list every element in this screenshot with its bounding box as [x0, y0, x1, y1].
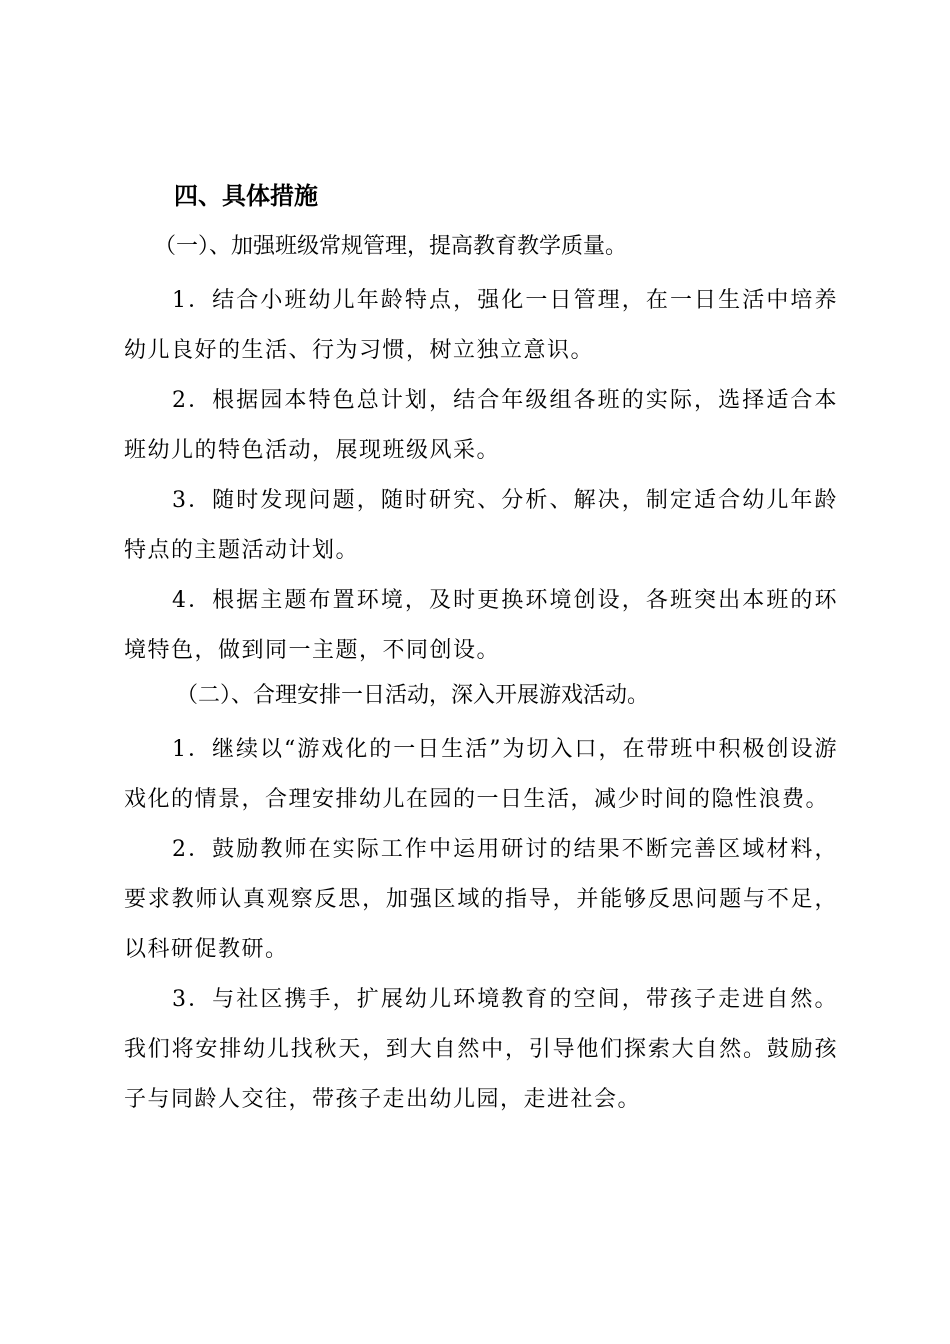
paragraph-1-1: 1．结合小班幼儿年龄特点，强化一日管理，在一日生活中培养幼儿良好的生活、行为习惯，树立独立意识。 — [124, 288, 838, 363]
subsection-title-2: （二）、合理安排一日活动，深入开展游戏活动。 — [176, 683, 650, 708]
section-heading: 四、具体措施 — [174, 182, 318, 210]
subsection-title-1: （一）、加强班级常规管理，提高教育教学质量。 — [154, 234, 628, 259]
paragraph-1-3: 3．随时发现问题，随时研究、分析、解决，制定适合幼儿年龄特点的主题活动计划。 — [124, 488, 838, 563]
paragraph-2-1: 1．继续以“游戏化的一日生活”为切入口，在带班中积极创设游戏化的情景，合理安排幼儿在园的一日生活，减少时间的隐性浪费。 — [124, 737, 838, 812]
paragraph-1-4: 4．根据主题布置环境，及时更换环境创设，各班突出本班的环境特色，做到同一主题，不同创设。 — [124, 588, 838, 663]
paragraph-2-2: 2．鼓励教师在实际工作中运用研讨的结果不断完善区域材料，要求教师认真观察反思，加强区域的指导，并能够反思问题与不足，以科研促教研。 — [124, 837, 838, 962]
document-body — [124, 176, 838, 1125]
paragraph-1-2: 2．根据园本特色总计划，结合年级组各班的实际，选择适合本班幼儿的特色活动，展现班级风采。 — [124, 388, 838, 463]
paragraph-2-3: 3．与社区携手，扩展幼儿环境教育的空间，带孩子走进自然。我们将安排幼儿找秋天，到大自然中，引导他们探索大自然。鼓励孩子与同龄人交往，带孩子走出幼儿园，走进社会。 — [124, 987, 838, 1112]
